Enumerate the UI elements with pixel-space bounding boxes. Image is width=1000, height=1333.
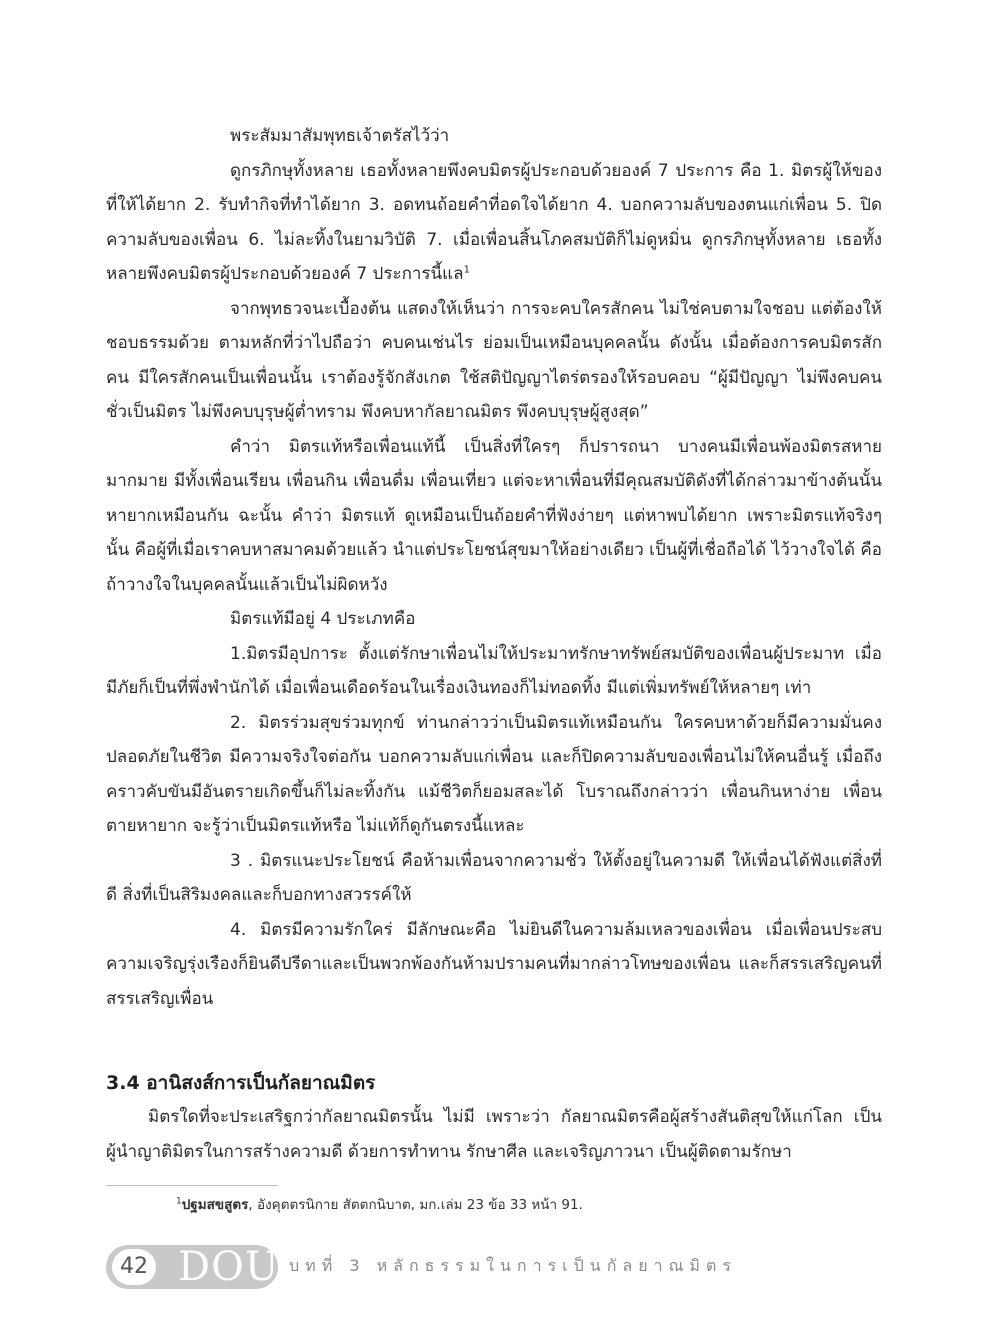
paragraph: 4. มิตรมีความรักใคร่ มีลักษณะคือ ไม่ยินดีในความล้มเหลวของเพื่อน เมื่อเพื่อนประสบความเจริญรุ่งเรืองก็ยินดีปรีดาและเป็นพวกพ้องกันห้ามปรามคนที่มากล่าวโทษของเพื่อน และก็สรรเสริญคนที่สรรเสริญเพื่อน bbox=[106, 919, 882, 1009]
paragraph: มิตรแท้มีอยู่ 4 ประเภทคือ bbox=[230, 609, 416, 629]
footnote-mark: 1 bbox=[176, 1196, 182, 1207]
paragraph: 2. มิตรร่วมสุขร่วมทุกข์ ท่านกล่าวว่าเป็นมิตรแท้เหมือนกัน ใครคบหาด้วยก็มีความมั่นคงปลอดภัยในชีวิต มีความจริงใจต่อกัน บอกความลับแก่เพื่อน และก็ปิดความลับของเพื่อนไม่ให้คนอื่นรู้ เมื่อถึงคราวคับขันมีอันตรายเกิดขึ้นก็ไม่ละทิ้งกัน แม้ชีวิตก็ยอมสละได้ โบราณถึงกล่าวว่า เพื่อนกินหาง่าย เพื่อนตายหายาก จะรู้ว่าเป็นมิตรแท้หรือ ไม่แท้ก็ดูกันตรงนี้แหละ bbox=[106, 712, 882, 836]
section-heading: 3.4 อานิสงส์การเป็นกัลยาณมิตร bbox=[106, 1072, 376, 1094]
paragraph: พระสัมมาสัมพุทธเจ้าตรัสไว้ว่า bbox=[230, 126, 450, 146]
section-text bbox=[106, 1100, 882, 1169]
footnote-source-title: ปฐมสขสูตร bbox=[181, 1197, 249, 1213]
paragraph: 3 . มิตรแนะประโยชน์ คือห้ามเพื่อนจากความชั่ว ให้ตั้งอยู่ในความดี ให้เพื่อนได้ฟังแต่สิ่งที่ดี สิ่งที่เป็นสิริมงคลและก็บอกทางสวรรค์ให้ bbox=[106, 850, 882, 905]
paragraph: คำว่า มิตรแท้หรือเพื่อนแท้นี้ เป็นสิ่งที่ใครๆ ก็ปรารถนา บางคนมีเพื่อนพ้องมิตรสหายมากมาย มีทั้งเพื่อนเรียน เพื่อนกิน เพื่อนดื่ม เพื่อนเที่ยว แต่จะหาเพื่อนที่มีคุณสมบัติดังที่ได้กล่าวมาข้างต้นนั้นหายากเหมือนกัน ฉะนั้น คำว่า มิตรแท้ ดูเหมือนเป็นถ้อยคำที่ฟังง่ายๆ แต่หาพบได้ยาก เพราะมิตรแท้จริงๆ นั้น คือผู้ที่เมื่อเราคบหาสมาคมด้วยแล้ว นำแต่ประโยชน์สุขมาให้อย่างเดียว เป็นผู้ที่เชื่อถือได้ ไว้วางใจได้ คือถ้าวางใจในบุคคลนั้นแล้วเป็นไม่ผิดหวัง bbox=[106, 436, 882, 595]
footnote-divider bbox=[106, 1185, 278, 1186]
dou-logo: DOU bbox=[178, 1244, 280, 1290]
body-text bbox=[106, 119, 882, 1016]
footnote bbox=[176, 1193, 583, 1215]
paragraph-text: ดูกรภิกษุทั้งหลาย เธอทั้งหลายพึงคบมิตรผู้ประกอบด้วยองค์ 7 ประการ คือ 1. มิตรผู้ให้ของที่ให้ได้ยาก 2. รับทำกิจที่ทำได้ยาก 3. อดทนถ้อยคำที่อดใจได้ยาก 4. บอกความลับของตนแก่เพื่อน 5. ปิดความลับของเพื่อน 6. ไม่ละทิ้งในยามวิบัติ 7. เมื่อเพื่อนสิ้นโภคสมบัติก็ไม่ดูหมิ่น ดูกรภิกษุทั้งหลาย เธอทั้งหลายพึงคบมิตรผู้ประกอบด้วยองค์ 7 ประการนี้แล bbox=[106, 160, 882, 284]
footnote-source-detail: , อังคุตตรนิกาย สัตตกนิบาต, มก.เล่ม 23 ข้อ 33 หน้า 91. bbox=[248, 1197, 583, 1213]
paragraph: 1.มิตรมีอุปการะ ตั้งแต่รักษาเพื่อนไม่ให้ประมาทรักษาทรัพย์สมบัติของเพื่อนผู้ประมาท เมื่อมีภัยก็เป็นที่พึ่งพำนักได้ เมื่อเพื่อนเดือดร้อนในเรื่องเงินทองก็ไม่ทอดทิ้ง มีแต่เพิ่มทรัพย์ให้หลายๆ เท่า bbox=[106, 643, 882, 698]
page-number: 42 bbox=[112, 1249, 156, 1285]
chapter-title: บทที่ 3 หลักธรรมในการเป็นกัลยาณมิตร bbox=[289, 1256, 737, 1275]
paragraph bbox=[106, 154, 882, 292]
paragraph: มิตรใดที่จะประเสริฐกว่ากัลยาณมิตรนั้น ไม่มี เพราะว่า กัลยาณมิตรคือผู้สร้างสันติสุขให้แก่โลก เป็นผู้นำญาติมิตรในการสร้างความดี ด้วยการทำทาน รักษาศีล และเจริญภาวนา เป็นผู้ติดตามรักษา bbox=[106, 1107, 882, 1162]
footnote-reference[interactable]: 1 bbox=[463, 264, 470, 276]
paragraph: จากพุทธวจนะเบื้องต้น แสดงให้เห็นว่า การจะคบใครสักคน ไม่ใช่คบตามใจชอบ แต่ต้องให้ชอบธรรมด้วย ตามหลักที่ว่าไปถือว่า คบคนเช่นไร ย่อมเป็นเหมือนบุคคลนั้น ดังนั้น เมื่อต้องการคบมิตรสักคน มีใครสักคนเป็นเพื่อนนั้น เราต้องรู้จักสังเกต ใช้สติปัญญาไตร่ตรองให้รอบคอบ “ผู้มีปัญญา ไม่พึงคบคนชั่วเป็นมิตร ไม่พึงคบบุรุษผู้ต่ำทราม พึงคบหากัลยาณมิตร พึงคบบุรุษผู้สูงสุด” bbox=[106, 298, 882, 422]
